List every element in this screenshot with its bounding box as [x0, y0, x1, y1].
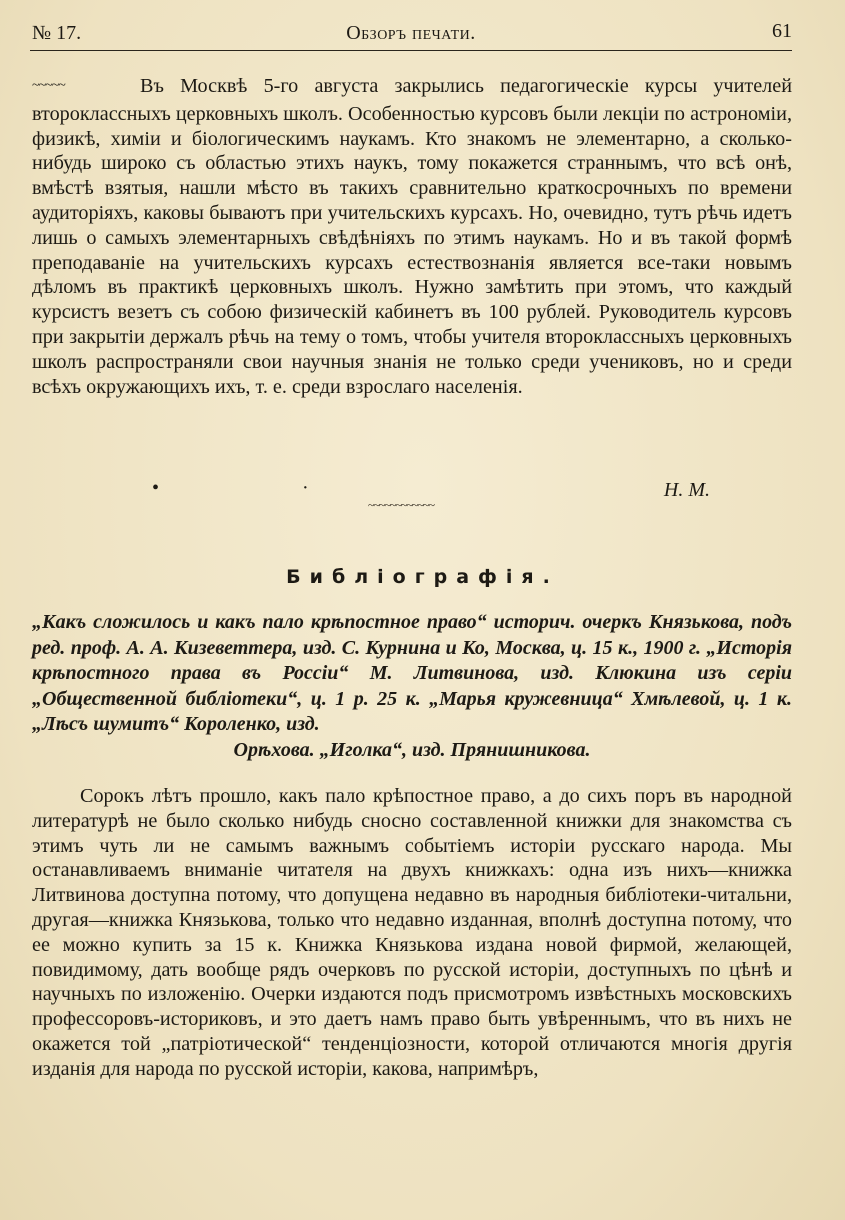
signature: Н. М.	[663, 479, 710, 501]
running-head	[30, 18, 792, 50]
bibliography-entry	[32, 610, 792, 763]
ornament: ~~~~~	[32, 78, 65, 93]
body-text: Сорокъ лѣтъ прошло, какъ пало крѣпостное право, а до сихъ поръ въ народной литературѣ не было сколько нибудь сносно составленной книжки для знакомства съ этимъ чуть ли не самымъ важнымъ событіемъ исторіи русскаго народа. Мы останавливаемъ вниманіе читателя на двухъ книжкахъ: одна изъ нихъ—книжка Литвинова доступна потому, что допущена недавно въ народныя библіотеки-читальни, другая—книжка Князькова, только что недавно изданная, вполнѣ доступна потому, что ее можно купить за 15 к. Книжка Князькова издана новой фирмой, желающей, повидимому, дать вообще рядъ очерковъ по русской исторіи, доступныхъ по цѣнѣ и научныхъ по изложенію. Очерки издаются подъ присмотромъ извѣстныхъ московскихъ профессоровъ-историковъ, и это даетъ намъ право быть увѣреннымъ, что въ нихъ не окажется той „патріотической“ тенденціозности, которой отличаются многія другія изданія для народа по русской исторіи, какова, напримѣръ,	[32, 785, 792, 1080]
dot-mark: ·	[302, 477, 309, 499]
section-divider: ~~~~~~~~~~~~	[368, 498, 434, 512]
running-title: Обзоръ печати.	[346, 22, 476, 44]
section-title: Библіографія.	[286, 566, 559, 588]
bibliography-last-line: Орѣхова. „Иголка“, изд. Прянишникова.	[233, 738, 591, 761]
indent-space	[32, 74, 140, 102]
page-number: 61	[772, 20, 792, 42]
body-paragraph	[32, 784, 792, 1082]
dot-mark: •	[152, 477, 160, 499]
news-paragraph	[32, 74, 792, 399]
bibliography-text: „Какъ сложилось и какъ пало крѣпостное право“ историч. очеркъ Князькова, подъ ред. проф. А. А. Кизеветтера, изд. С. Курнина и Ко, Москва, ц. 15 к., 1900 г. „Исторія крѣпостного права въ Россіи“ М. Литвинова, изд. Клюкина изъ серіи „Общественной библіотеки“, ц. 1 р. 25 к. „Марья кружевница“ Хмѣлевой, ц. 1 к. „Лѣсъ шумитъ“ Короленко, изд.	[32, 611, 792, 735]
header-rule	[30, 50, 792, 51]
issue-number: № 17.	[32, 22, 82, 44]
news-text: Въ Москвѣ 5-го августа закрылись педагогическіе курсы учителей второклассныхъ церковныхъ школъ. Особенностью курсовъ были лекціи по астрономіи, физикѣ, химіи и біологическимъ наукамъ. Кто знакомъ не элементарно, а сколько-нибудь широко съ областью этихъ наукъ, тому покажется страннымъ, что всѣ онѣ, вмѣстѣ взятыя, нашли мѣсто въ такихъ сравнительно краткосрочныхъ по времени аудиторіяхъ, каковы бываютъ при учительскихъ курсахъ. Но, очевидно, тутъ рѣчь идетъ лишь о самыхъ элементарныхъ свѣдѣніяхъ по этимъ наукамъ. Но и въ такой формѣ преподаваніе на учительскихъ курсахъ естествознанія является все-таки новымъ дѣломъ въ практикѣ церковныхъ школъ. Нужно замѣтить при этомъ, что каждый курсистъ везетъ съ собою физическій кабинетъ въ 100 рублей. Руководитель курсовъ при закрытіи держалъ рѣчь на тему о томъ, чтобы учителя второклассныхъ церковныхъ школъ распространяли свои научныя знанія не только среди учениковъ, но и среди всѣхъ окружающихъ ихъ, т. е. среди взрослаго населенія.	[32, 75, 792, 398]
